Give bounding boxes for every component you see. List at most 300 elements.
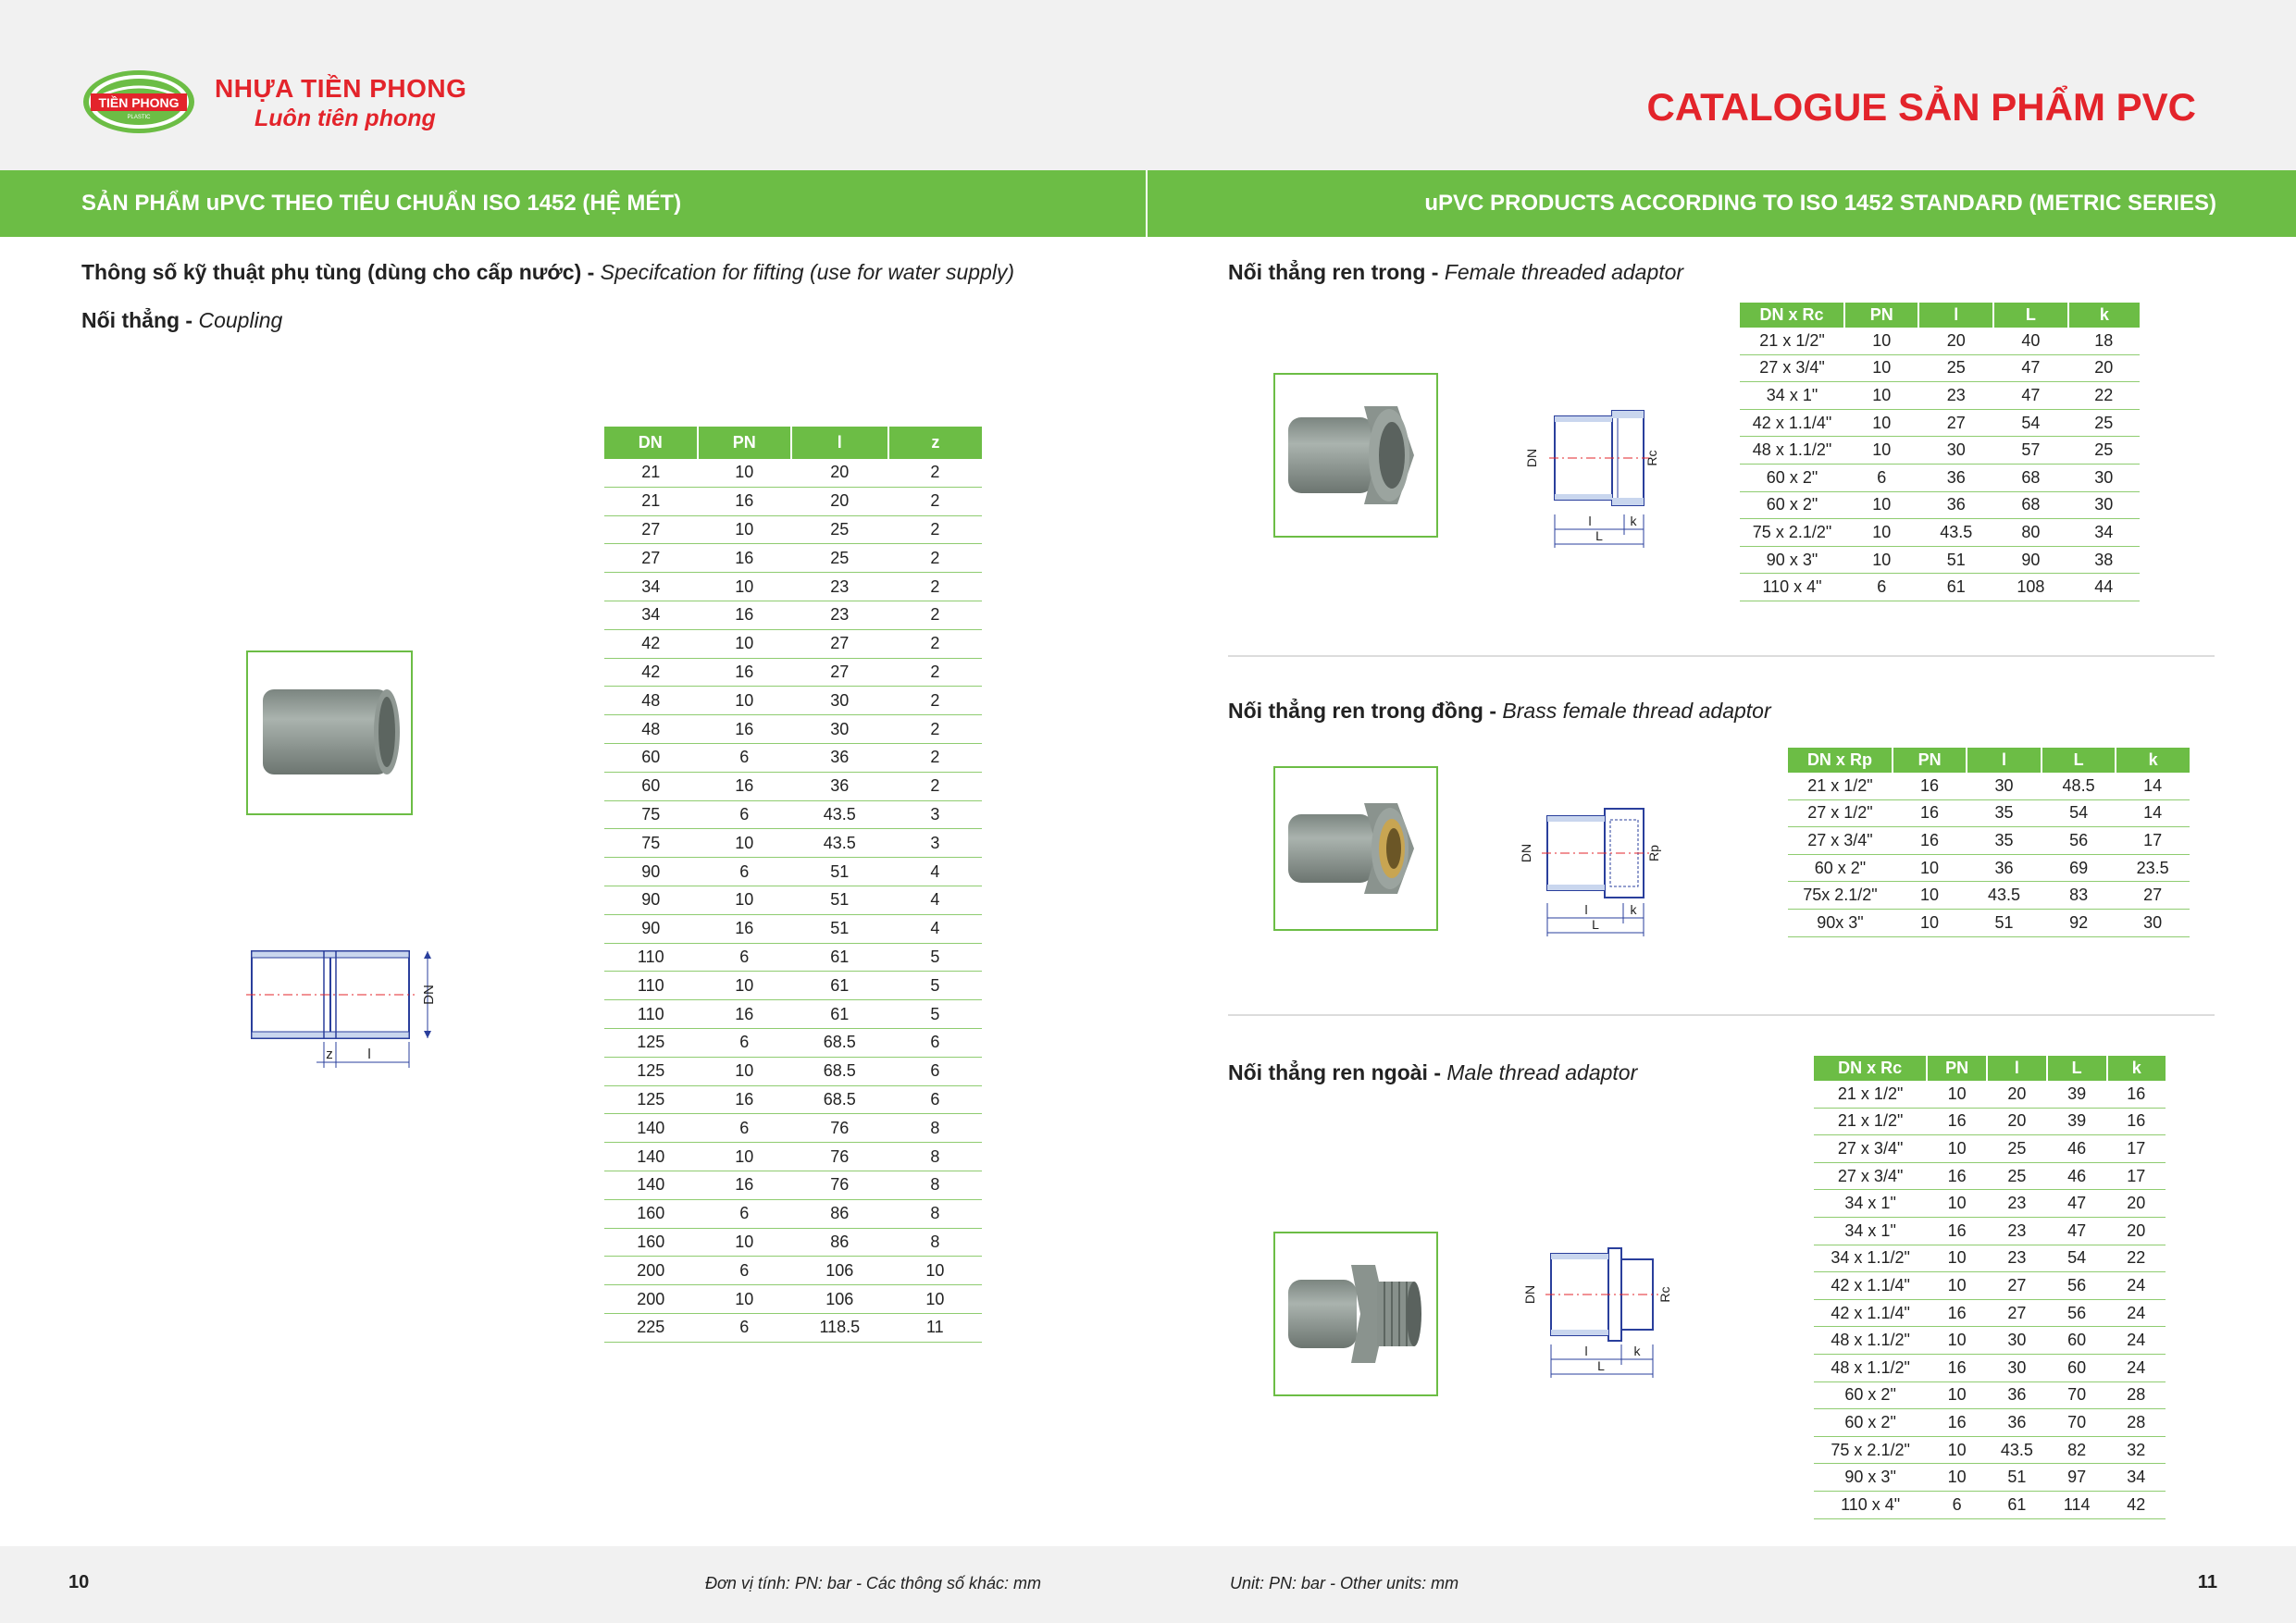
table-header-cell: DN x Rp — [1788, 748, 1893, 773]
table-cell: 39 — [2047, 1081, 2107, 1108]
table-cell: 34 — [604, 601, 698, 629]
table-cell: 5 — [888, 1000, 982, 1029]
table-cell: 27 — [604, 544, 698, 573]
coupling-drawing — [242, 944, 446, 1073]
female-photo — [1273, 373, 1438, 538]
female-k-label: k — [1630, 514, 1637, 528]
table-cell: 60 x 2" — [1788, 854, 1893, 882]
table-cell: 10 — [698, 459, 791, 487]
table-cell: 34 x 1" — [1814, 1190, 1927, 1218]
table-cell: 61 — [791, 972, 888, 1000]
table-row — [1788, 854, 2190, 882]
male-L-label: L — [1597, 1358, 1605, 1373]
coupling-table-body — [604, 459, 982, 1342]
table-cell: 48 — [604, 715, 698, 744]
table-cell: 90 — [604, 914, 698, 943]
table-row — [604, 829, 982, 858]
table-cell: 125 — [604, 1085, 698, 1114]
table-cell: 6 — [698, 1028, 791, 1057]
table-cell: 3 — [888, 829, 982, 858]
company-logo — [81, 68, 196, 135]
table-cell: 14 — [2116, 773, 2190, 799]
table-cell: 43.5 — [791, 800, 888, 829]
table-cell: 2 — [888, 573, 982, 601]
table-header-cell: DN x Rc — [1814, 1056, 1927, 1081]
table-row — [1814, 1190, 2166, 1218]
table-row — [1814, 1327, 2166, 1355]
table-cell: 2 — [888, 629, 982, 658]
table-header-cell: DN x Rc — [1740, 303, 1844, 328]
female-rc-label: Rc — [1644, 450, 1659, 466]
page-footer — [0, 1546, 2296, 1623]
table-cell: 16 — [698, 544, 791, 573]
table-cell: 51 — [791, 914, 888, 943]
table-cell: 69 — [2042, 854, 2116, 882]
table-cell: 48 x 1.1/2" — [1740, 437, 1844, 465]
table-cell: 30 — [2068, 491, 2140, 519]
table-row — [604, 1171, 982, 1199]
table-cell: 10 — [1844, 437, 1918, 465]
table-cell: 10 — [698, 829, 791, 858]
table-cell: 22 — [2068, 382, 2140, 410]
table-cell: 16 — [698, 601, 791, 629]
table-cell: 10 — [1927, 1464, 1987, 1492]
table-cell: 6 — [698, 1114, 791, 1143]
table-cell: 106 — [791, 1257, 888, 1285]
table-row — [604, 914, 982, 943]
table-cell: 27 — [791, 629, 888, 658]
table-cell: 8 — [888, 1143, 982, 1171]
table-header-cell: L — [1993, 303, 2068, 328]
table-cell: 34 — [2107, 1464, 2166, 1492]
table-row — [1814, 1108, 2166, 1135]
table-cell: 6 — [888, 1085, 982, 1114]
table-row — [604, 1114, 982, 1143]
table-cell: 6 — [698, 1199, 791, 1228]
table-cell: 35 — [1967, 827, 2042, 855]
brass-heading — [1228, 699, 1771, 724]
table-cell: 10 — [1927, 1081, 1987, 1108]
female-table — [1740, 303, 2140, 601]
table-cell: 86 — [791, 1199, 888, 1228]
table-cell: 90 x 3" — [1814, 1464, 1927, 1492]
table-cell: 10 — [1927, 1327, 1987, 1355]
table-cell: 21 x 1/2" — [1740, 328, 1844, 354]
table-cell: 2 — [888, 544, 982, 573]
table-row — [1814, 1436, 2166, 1464]
table-row — [604, 515, 982, 544]
table-cell: 23 — [791, 601, 888, 629]
table-row — [1740, 464, 2140, 491]
table-cell: 23 — [1918, 382, 1993, 410]
table-cell: 10 — [1844, 519, 1918, 547]
table-row — [604, 1028, 982, 1057]
table-cell: 106 — [791, 1285, 888, 1314]
table-cell: 25 — [791, 544, 888, 573]
coupling-l-label: l — [367, 1047, 371, 1062]
table-cell: 2 — [888, 687, 982, 715]
table-cell: 20 — [791, 459, 888, 487]
table-cell: 10 — [1844, 328, 1918, 354]
table-cell: 51 — [791, 886, 888, 914]
table-cell: 56 — [2042, 827, 2116, 855]
table-row — [604, 1199, 982, 1228]
table-cell: 54 — [1993, 409, 2068, 437]
brass-rp-label: Rp — [1646, 845, 1661, 861]
table-cell: 23 — [1987, 1190, 2047, 1218]
banner-left: SẢN PHẨM uPVC THEO TIÊU CHUẨN ISO 1452 (HỆ MÉT) — [0, 170, 1146, 237]
table-cell: 36 — [1918, 464, 1993, 491]
table-cell: 60 x 2" — [1740, 491, 1844, 519]
table-cell: 110 x 4" — [1740, 574, 1844, 601]
coupling-dn-label: DN — [421, 985, 437, 1005]
table-cell: 10 — [1844, 546, 1918, 574]
brass-photo — [1273, 766, 1438, 931]
table-cell: 90 x 3" — [1740, 546, 1844, 574]
table-cell: 47 — [2047, 1217, 2107, 1245]
table-cell: 30 — [1967, 773, 2042, 799]
unit-note-en: Unit: PN: bar - Other units: mm — [1230, 1574, 1459, 1592]
table-cell: 20 — [2107, 1190, 2166, 1218]
table-cell: 42 — [604, 658, 698, 687]
coupling-table-header — [604, 427, 982, 459]
table-row — [604, 772, 982, 800]
table-cell: 68.5 — [791, 1028, 888, 1057]
table-cell: 27 x 3/4" — [1814, 1135, 1927, 1163]
table-cell: 60 x 2" — [1814, 1409, 1927, 1437]
table-cell: 140 — [604, 1171, 698, 1199]
table-cell: 225 — [604, 1313, 698, 1342]
table-header-cell: DN — [604, 427, 698, 459]
table-cell: 36 — [1918, 491, 1993, 519]
table-cell: 10 — [888, 1285, 982, 1314]
table-cell: 16 — [698, 1000, 791, 1029]
table-row — [604, 1085, 982, 1114]
table-cell: 43.5 — [1918, 519, 1993, 547]
table-cell: 110 — [604, 972, 698, 1000]
table-cell: 10 — [698, 886, 791, 914]
table-header-cell: k — [2116, 748, 2190, 773]
page-number-left: 10 — [68, 1572, 90, 1592]
table-cell: 10 — [698, 573, 791, 601]
table-cell: 10 — [1927, 1135, 1987, 1163]
table-cell: 10 — [1927, 1381, 1987, 1409]
table-cell: 86 — [791, 1228, 888, 1257]
table-cell: 42 — [2107, 1491, 2166, 1518]
female-drawing — [1518, 405, 1703, 553]
section-divider-2 — [1228, 1014, 2215, 1016]
brass-table-header — [1788, 748, 2190, 773]
table-cell: 51 — [1918, 546, 1993, 574]
table-cell: 61 — [1918, 574, 1993, 601]
table-row — [1788, 882, 2190, 910]
table-cell: 20 — [1987, 1081, 2047, 1108]
table-row — [1814, 1081, 2166, 1108]
table-cell: 76 — [791, 1143, 888, 1171]
table-cell: 2 — [888, 459, 982, 487]
brass-heading-en: Brass female thread adaptor — [1502, 699, 1771, 723]
table-cell: 47 — [2047, 1190, 2107, 1218]
table-cell: 110 — [604, 1000, 698, 1029]
table-row — [1740, 382, 2140, 410]
table-cell: 24 — [2107, 1327, 2166, 1355]
table-row — [1788, 827, 2190, 855]
table-row — [604, 1057, 982, 1085]
table-cell: 125 — [604, 1057, 698, 1085]
table-cell: 20 — [791, 487, 888, 515]
table-cell: 75 — [604, 829, 698, 858]
table-row — [1788, 909, 2190, 936]
table-cell: 6 — [1927, 1491, 1987, 1518]
table-cell: 48 x 1.1/2" — [1814, 1327, 1927, 1355]
table-cell: 60 — [2047, 1354, 2107, 1381]
table-cell: 23 — [1987, 1217, 2047, 1245]
table-cell: 61 — [1987, 1491, 2047, 1518]
table-cell: 42 x 1.1/4" — [1814, 1299, 1927, 1327]
table-cell: 30 — [2068, 464, 2140, 491]
table-row — [1788, 799, 2190, 827]
table-cell: 68 — [1993, 491, 2068, 519]
table-cell: 27 — [1987, 1299, 2047, 1327]
table-cell: 47 — [1993, 382, 2068, 410]
brass-drawing — [1514, 803, 1699, 942]
table-cell: 4 — [888, 858, 982, 886]
table-cell: 70 — [2047, 1409, 2107, 1437]
table-cell: 42 x 1.1/4" — [1740, 409, 1844, 437]
table-cell: 18 — [2068, 328, 2140, 354]
table-row — [1814, 1299, 2166, 1327]
table-cell: 6 — [698, 800, 791, 829]
male-photo — [1273, 1232, 1438, 1396]
table-cell: 118.5 — [791, 1313, 888, 1342]
table-cell: 8 — [888, 1171, 982, 1199]
table-cell: 10 — [1927, 1436, 1987, 1464]
table-header-cell: PN — [1844, 303, 1918, 328]
section-divider-1 — [1228, 655, 2215, 657]
table-header-cell: PN — [698, 427, 791, 459]
table-row — [604, 886, 982, 914]
male-k-label: k — [1633, 1344, 1641, 1358]
table-cell: 60 — [604, 743, 698, 772]
table-cell: 160 — [604, 1228, 698, 1257]
table-cell: 10 — [888, 1257, 982, 1285]
table-cell: 8 — [888, 1199, 982, 1228]
table-cell: 27 — [1918, 409, 1993, 437]
female-table-body — [1740, 328, 2140, 601]
table-header-cell: k — [2068, 303, 2140, 328]
table-cell: 60 — [604, 772, 698, 800]
table-cell: 51 — [1987, 1464, 2047, 1492]
table-cell: 61 — [791, 1000, 888, 1029]
table-cell: 61 — [791, 943, 888, 972]
table-cell: 6 — [698, 858, 791, 886]
table-cell: 10 — [1927, 1272, 1987, 1300]
table-cell: 36 — [1987, 1381, 2047, 1409]
table-cell: 16 — [698, 914, 791, 943]
table-row — [1814, 1354, 2166, 1381]
table-cell: 6 — [698, 943, 791, 972]
table-row — [604, 573, 982, 601]
table-cell: 25 — [791, 515, 888, 544]
table-cell: 28 — [2107, 1409, 2166, 1437]
table-cell: 3 — [888, 800, 982, 829]
female-l-label: l — [1588, 514, 1592, 528]
table-cell: 28 — [2107, 1381, 2166, 1409]
table-cell: 30 — [1987, 1327, 2047, 1355]
table-cell: 57 — [1993, 437, 2068, 465]
table-cell: 21 — [604, 459, 698, 487]
table-cell: 10 — [698, 1057, 791, 1085]
female-L-label: L — [1595, 528, 1603, 543]
table-cell: 51 — [1967, 909, 2042, 936]
table-header-cell: l — [1987, 1056, 2047, 1081]
catalogue-title: CATALOGUE SẢN PHẨM PVC — [1646, 85, 2196, 129]
table-row — [604, 687, 982, 715]
table-cell: 16 — [698, 772, 791, 800]
table-row — [1740, 328, 2140, 354]
table-row — [604, 544, 982, 573]
table-cell: 83 — [2042, 882, 2116, 910]
table-cell: 24 — [2107, 1354, 2166, 1381]
logo-text: TIỀN PHONG — [98, 95, 180, 110]
table-cell: 125 — [604, 1028, 698, 1057]
coupling-photo — [246, 650, 413, 815]
table-row — [1814, 1217, 2166, 1245]
table-cell: 48.5 — [2042, 773, 2116, 799]
brass-l-label: l — [1584, 902, 1588, 917]
table-row — [1740, 519, 2140, 547]
table-cell: 16 — [1927, 1162, 1987, 1190]
female-heading-vi: Nối thẳng ren trong - — [1228, 260, 1445, 284]
male-table-body — [1814, 1081, 2166, 1518]
table-cell: 22 — [2107, 1245, 2166, 1272]
male-table — [1814, 1056, 2166, 1519]
table-cell: 6 — [888, 1028, 982, 1057]
table-cell: 17 — [2107, 1135, 2166, 1163]
table-row — [1740, 491, 2140, 519]
table-cell: 108 — [1993, 574, 2068, 601]
table-row — [604, 800, 982, 829]
table-cell: 16 — [2107, 1081, 2166, 1108]
brass-dn-label: DN — [1519, 843, 1533, 863]
table-cell: 60 — [2047, 1327, 2107, 1355]
table-row — [1740, 409, 2140, 437]
table-cell: 110 — [604, 943, 698, 972]
table-row — [604, 1285, 982, 1314]
table-cell: 34 x 1" — [1814, 1217, 1927, 1245]
table-cell: 70 — [2047, 1381, 2107, 1409]
table-cell: 27 x 3/4" — [1788, 827, 1893, 855]
table-cell: 68.5 — [791, 1057, 888, 1085]
table-cell: 110 x 4" — [1814, 1491, 1927, 1518]
table-cell: 6 — [1844, 574, 1918, 601]
table-cell: 10 — [1893, 909, 1967, 936]
table-cell: 2 — [888, 715, 982, 744]
table-header-cell: k — [2107, 1056, 2166, 1081]
female-table-header — [1740, 303, 2140, 328]
table-cell: 160 — [604, 1199, 698, 1228]
table-cell: 30 — [791, 715, 888, 744]
coupling-heading — [81, 308, 282, 333]
table-cell: 2 — [888, 601, 982, 629]
table-cell: 27 x 3/4" — [1740, 354, 1844, 382]
table-cell: 75x 2.1/2" — [1788, 882, 1893, 910]
table-cell: 16 — [1893, 773, 1967, 799]
table-row — [604, 743, 982, 772]
table-cell: 80 — [1993, 519, 2068, 547]
table-cell: 16 — [1893, 827, 1967, 855]
coupling-heading-vi: Nối thẳng - — [81, 308, 199, 332]
coupling-table — [604, 427, 982, 1343]
table-row — [1814, 1135, 2166, 1163]
table-cell: 32 — [2107, 1436, 2166, 1464]
table-cell: 10 — [698, 629, 791, 658]
table-row — [604, 658, 982, 687]
table-header-cell: l — [791, 427, 888, 459]
table-cell: 75 x 2.1/2" — [1740, 519, 1844, 547]
spec-heading-en: Specifcation for fifting (use for water supply) — [600, 260, 1015, 284]
table-cell: 46 — [2047, 1135, 2107, 1163]
table-row — [1814, 1245, 2166, 1272]
table-cell: 56 — [2047, 1272, 2107, 1300]
spec-heading-vi: Thông số kỹ thuật phụ tùng (dùng cho cấp nước) - — [81, 260, 601, 284]
table-cell: 43.5 — [1987, 1436, 2047, 1464]
table-cell: 10 — [1844, 491, 1918, 519]
table-header-cell: L — [2047, 1056, 2107, 1081]
table-cell: 25 — [1918, 354, 1993, 382]
table-cell: 23 — [791, 573, 888, 601]
table-cell: 2 — [888, 743, 982, 772]
table-header-cell: l — [1967, 748, 2042, 773]
table-cell: 21 — [604, 487, 698, 515]
table-cell: 27 x 3/4" — [1814, 1162, 1927, 1190]
table-row — [604, 858, 982, 886]
table-cell: 44 — [2068, 574, 2140, 601]
table-header-cell: PN — [1893, 748, 1967, 773]
table-cell: 46 — [2047, 1162, 2107, 1190]
table-cell: 56 — [2047, 1299, 2107, 1327]
table-cell: 90x 3" — [1788, 909, 1893, 936]
table-row — [604, 459, 982, 487]
table-cell: 27 — [791, 658, 888, 687]
brand-slogan: Luôn tiên phong — [254, 105, 436, 131]
banner-right: uPVC PRODUCTS ACCORDING TO ISO 1452 STANDARD (METRIC SERIES) — [1148, 170, 2296, 237]
male-dn-label: DN — [1522, 1284, 1537, 1305]
male-heading-en: Male thread adaptor — [1446, 1060, 1638, 1084]
brass-L-label: L — [1592, 917, 1599, 932]
table-cell: 140 — [604, 1114, 698, 1143]
table-cell: 51 — [791, 858, 888, 886]
table-cell: 24 — [2107, 1299, 2166, 1327]
table-cell: 30 — [791, 687, 888, 715]
table-cell: 16 — [2107, 1108, 2166, 1135]
table-cell: 6 — [698, 743, 791, 772]
table-cell: 10 — [1893, 854, 1967, 882]
female-dn-label: DN — [1524, 448, 1539, 468]
female-heading-en: Female threaded adaptor — [1444, 260, 1684, 284]
table-cell: 20 — [2068, 354, 2140, 382]
table-cell: 48 x 1.1/2" — [1814, 1354, 1927, 1381]
brass-table — [1788, 748, 2190, 937]
table-row — [604, 715, 982, 744]
table-row — [1814, 1162, 2166, 1190]
table-cell: 34 — [2068, 519, 2140, 547]
brass-table-body — [1788, 773, 2190, 936]
table-cell: 17 — [2116, 827, 2190, 855]
brass-k-label: k — [1630, 902, 1637, 917]
table-cell: 36 — [1967, 854, 2042, 882]
table-cell: 2 — [888, 772, 982, 800]
